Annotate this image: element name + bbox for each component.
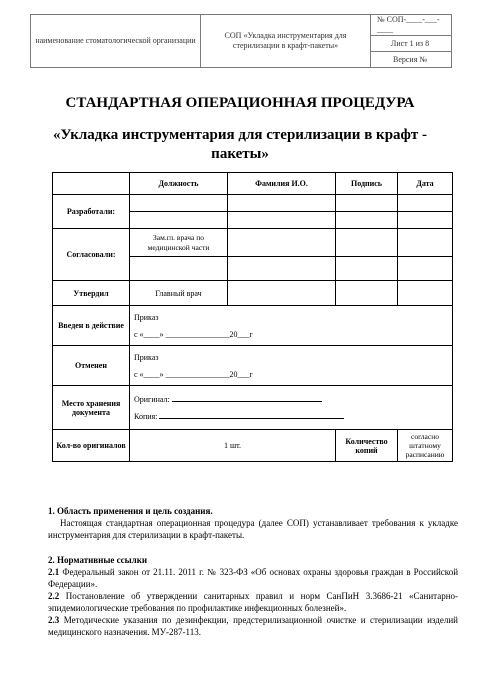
agreed-position: Зам.гл. врача по медицинской части [130,229,228,257]
introduced-order [130,306,453,346]
table-cell [336,212,398,229]
approval-table [52,172,453,462]
document-header [30,14,452,68]
copy-label: Копия: [134,411,158,421]
table-cell [398,281,453,306]
document-title: СТАНДАРТНАЯ ОПЕРАЦИОННАЯ ПРОЦЕДУРА [65,95,415,111]
copies-value: согласно штатному расписанию [398,430,453,462]
cancelled-order [130,346,453,386]
copies-count-label: Количество копий [336,430,398,462]
storage-lines [130,386,453,430]
order-date-line: с «____» ________________20___г [134,369,253,379]
table-cell [228,195,336,212]
row-storage: Место хранения документа [53,386,130,430]
section-heading: 2. Нормативные ссылки [48,555,148,565]
table-cell [130,195,228,212]
section-text: Настоящая стандартная операционная процедура (далее СОП) устанавливает требования к укладке инструментария для стерилизации в крафт-пакеты. [48,518,458,540]
section-scope [48,505,458,541]
col-signature: Подпись [336,173,398,195]
table-cell [130,212,228,229]
row-originals-count: Кол-во оригиналов [53,430,130,462]
col-position: Должность [130,173,228,195]
order-label: Приказ [134,352,159,362]
version-number: Версия № [371,52,452,68]
col-name: Фамилия И.О. [228,173,336,195]
approved-position: Главный врач [130,281,228,306]
col-date: Дата [398,173,453,195]
table-cell [228,229,336,257]
table-cell [398,212,453,229]
table-cell [228,281,336,306]
table-cell [336,195,398,212]
table-cell [398,195,453,212]
document-subtitle: «Укладка инструментария для стерилизации в крафт - пакеты» [52,127,428,162]
order-date-line: с «____» ________________20___г [134,329,253,339]
row-introduced: Введен в действие [53,306,130,346]
original-underline [172,393,322,402]
sop-number: № СОП-____-___-____ [371,15,452,36]
table-cell [336,281,398,306]
sop-name: СОП «Укладка инструментария для стерилизации в крафт-пакеты» [201,15,371,68]
order-label: Приказ [134,312,159,322]
table-cell [228,257,336,281]
row-developed: Разработали: [53,195,130,229]
table-cell [228,212,336,229]
row-approved: Утвердил [53,281,130,306]
reference-item: 2.3 Методические указания по дезинфекции, предстерилизационной очистке и стерилизации изделий медицинского назначения. МУ-287-113. [48,615,458,637]
table-cell [398,257,453,281]
sheet-number: Лист 1 из 8 [371,36,452,52]
row-agreed: Согласовали: [53,229,130,281]
table-cell [398,229,453,257]
table-cell [336,257,398,281]
table-corner [53,173,130,195]
row-cancelled: Отменен [53,346,130,386]
original-label: Оригинал: [134,394,170,404]
originals-value: 1 шт. [130,430,336,462]
reference-item: 2.2 Постановление об утверждении санитарных правил и норм СанПиН 3.3686-21 «Санитарно-эпидемиологические требования по профилактике инфекционных болезней». [48,591,459,613]
section-heading: 1. Область применения и цель создания. [48,506,213,516]
table-cell [336,229,398,257]
organization-name: наименование стоматологической организации [31,15,201,68]
reference-item: 2.1 Федеральный закон от 21.11. 2011 г. № 323-ФЗ «Об основах охраны здоровья граждан в Российской Федерации». [48,567,459,589]
section-references [48,554,458,638]
copy-underline [159,410,344,419]
table-cell [130,257,228,281]
